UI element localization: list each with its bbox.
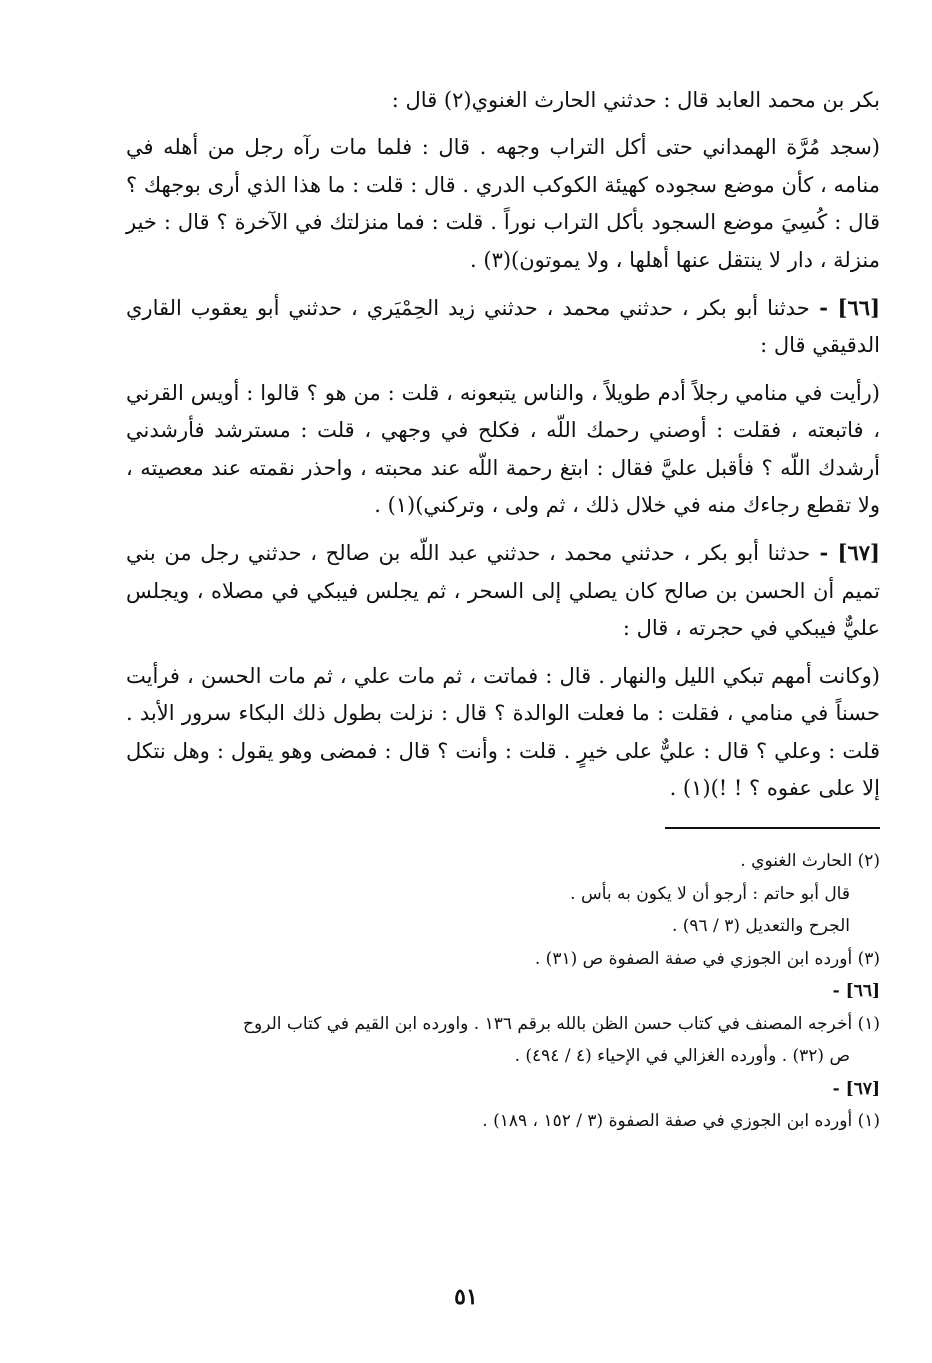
footnote-entry-ref-66: [٦٦] - [832,981,880,1002]
narration-paragraph [126,375,880,525]
page-number: ٥١ [454,1284,478,1310]
footnote-divider [665,827,880,829]
narration-paragraph [126,658,880,808]
footnote-line: (١) أورده ابن الجوزي في صفة الصفوة (٣ / ١٥٢ ، ١٨٩) . [482,1111,880,1132]
paragraph-text: حدثنا أبو بكر ، حدثني محمد ، حدثني عبد اللّه بن صالح ، حدثني رجل من بني تميم أن الحسن بن صالح كان يصلي إلى السحر ، ثم يجلس فيبكي في مصلاه ، ويجلس عليٌّ فيبكي في حجرته ، قال : [126,541,880,641]
paragraph-text: حدثنا أبو بكر ، حدثني محمد ، حدثني زيد الحِمْيَري ، حدثني أبو يعقوب القاري الدقيقي قال : [126,296,880,358]
narration-paragraph [126,129,880,279]
footnote-line: قال أبو حاتم : أرجو أن لا يكون به بأس . [570,883,850,904]
footnote-line: ص (٣٢) . وأورده الغزالي في الإحياء (٤ / ٤٩٤) . [514,1046,850,1067]
footnote-line: الجرح والتعديل (٣ / ٩٦) . [671,916,850,937]
footnote-line: (١) أخرجه المصنف في كتاب حسن الظن بالله برقم ١٣٦ . واورده ابن القيم في كتاب الروح [243,1013,880,1034]
footnotes [126,845,880,1138]
paragraph-text: (وكانت أمهم تبكي الليل والنهار . قال : فماتت ، ثم مات علي ، ثم مات الحسن ، فرأيت حسناً في منامي ، فقلت : ما فعلت الوالدة ؟ قال : نزلت بطول ذلك البكاء سرور الأبد . قلت : وعلي ؟ قال : عليٌّ على خيرٍ . قلت : وأنت ؟ قال : فمضى وهو يقول : وهل نتكل إلا على عفوه ؟ ! !)(١) . [126,663,880,800]
isnad-paragraph-67 [126,534,880,647]
footnote-line: (٢) الحارث الغنوي . [740,851,880,872]
footnote-entry-ref-67: [٦٧] - [832,1078,880,1099]
footnote-line: (٣) أورده ابن الجوزي في صفة الصفوة ص (٣١) . [534,948,880,969]
paragraph-text: بكر بن محمد العابد قال : حدثني الحارث الغنوي(٢) قال : [391,88,880,112]
entry-number-66: [٦٦] - [809,295,880,321]
paragraph-continuation [126,82,880,119]
isnad-paragraph-66 [126,289,880,365]
entry-number-67: [٦٧] - [810,540,880,566]
paragraph-text: (رأيت في منامي رجلاً أدم طويلاً ، والناس يتبعونه ، قلت : من هو ؟ قالوا : أويس القرني ، فاتبعته ، فقلت : أوصني رحمك اللّه ، فكلح في وجهي ، قلت : مسترشد فأرشدني أرشدك اللّه ؟ فأقبل عليَّ فقال : ابتغ رحمة اللّه عند محبته ، واحذر نقمته عند معصيته ، ولا تقطع رجاءك منه في خلال ذلك ، ثم ولى ، وتركني)(١) . [126,380,880,518]
paragraph-text: (سجد مُرَّة الهمداني حتى أكل التراب وجهه . قال : فلما مات رآه رجل من أهله في منامه ، كأن موضع سجوده كهيئة الكوكب الدري . قال : قلت : ما هذا الذي أرى بوجهك ؟ قال : كُسِيَ موضع السجود بأكل التراب نوراً . قلت : فما منزلتك في الآخرة ؟ قال : خير منزلة ، دار لا ينتقل عنها أهلها ، ولا يموتون)(٣) . [126,135,880,272]
main-text [126,82,880,807]
